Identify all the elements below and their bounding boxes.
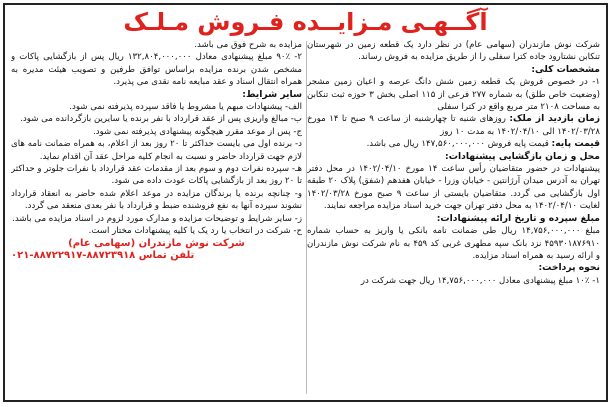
location-text: پیشنهادات در حضور متقاضیان رأس ساعت ۱۴ مورخ ۱۴۰۲/۰۴/۱۰ در محل دفتر تهران به آدرس میدان آرژانتین - خیابان وزرا - خیابان هفدهم (شفق) پلاک ۲۰ طبقه اول بازگشایی می گردد. متقاضیان بایستی از ساعت ۹ صبح مورخ ۱۴۰۲/۰۳/۲۸ لغایت ۱۴۰۲/۰۴/۱۰ به محل دفتر تهران جهت خرید اسناد مزایده مراجعه نمایند. [307, 164, 600, 212]
condition-item: ح- شرکت در انتخاب یا رد یک یا کلیه پیشنهادات مختار است. [88, 226, 302, 237]
base-price-heading: قیمت پایه: [551, 138, 600, 150]
other-conditions-heading: سایر شرایط: [242, 88, 302, 100]
deposit-heading: مبلغ سپرده و تاریخ ارائه پیشنهادات: [436, 212, 600, 224]
contact-phone: تلفن تماس ۸۸۷۲۳۹۱۸-۸۸۷۲۲۹۱۷-۰۲۱ [11, 249, 195, 261]
location-heading: محل و زمان بازگشایی پیشنهادات: [445, 150, 600, 162]
right-column [307, 39, 600, 396]
continued-text: مزایده به شرح فوق می باشد. [194, 40, 302, 50]
base-price-text: قیمت پایه فروش ۱۴۷,۵۶۰,۰۰۰,۰۰۰ ریال می باشد. [366, 139, 549, 150]
visit-text: روزهای شنبه تا چهارشنبه از ساعت ۹ صبح تا ۱۴ مورخ ۱۴۰۲/۰۳/۲۸ الی ۱۴۰۲/۰۴/۱۰ به مدت ۱۰ روز [307, 114, 600, 137]
condition-item: هـ- سپرده نفرات دوم و سوم بعد از مقدمات عقد قرارداد با نفرات جلوتر و حداکثر تا ۲۰ روز بعد از بازگشایی پاکات عودت داده می شود. [11, 164, 302, 187]
payment-heading: نحوه پرداخت: [538, 262, 600, 274]
notice-title: آگــهـی مـزایــده فـروش مـلـک [123, 8, 488, 36]
column-divider [306, 41, 307, 394]
condition-item: د- برنده اول می بایست حداکثر تا ۲۰ روز بعد از اعلام، به همراه ضمانت نامه های لازم جهت قرارداد حاضر و نسبت به انجام کلیه مراحل عقد آن اقدام نماید. [11, 139, 302, 162]
deposit-text: مبلغ ۱۴,۷۵۶,۰۰۰,۰۰۰ ریال طی ضمانت نامه بانکی یا واریز به حساب شماره ۴۵۹۳۰۱۸۷۶۹۱۰ نزد بانک سپه مطهری غربی کد ۴۵۹ به نام شرکت نوش مازندران و ارائه رسید به همراه اسناد مزایده. [307, 226, 600, 261]
left-column [11, 39, 302, 396]
visit-heading: زمان بازدید از ملک: [509, 113, 600, 125]
title-wrap [5, 7, 606, 37]
company-name: شرکت نوش مازندران (سهامی عام) [68, 237, 245, 249]
condition-item: ج- پس از موعد مقرر هیچگونه پیشنهادی پذیرفته نمی شود. [93, 126, 302, 137]
condition-item: ب- مبالغ واریزی پس از عقد قرارداد با نفر برنده یا سایرین بازگردانده می شود. [20, 114, 302, 125]
condition-item: الف- پیشنهادات مبهم یا مشروط یا فاقد سپرده پذیرفته نمی شود. [69, 102, 302, 113]
intro-text: شرکت نوش مازندران (سهامی عام) در نظر دارد یک قطعه زمین در شهرستان تنکابن نشتارود جاده کترا سفلی را از طریق مزایده به فروش رساند. [307, 40, 600, 63]
condition-item: و- چنانچه برنده یا برندگان مزایده در موعد اعلام شده حاضر به انعقاد قرارداد نشوند سپرده آنها به نفع فروشنده ضبط و قرارداد با نفر بعدی منعقد می گردد. [11, 188, 302, 212]
payment-text-2: ۲- ۹۰٪ مبلغ پیشنهادی معادل ۱۳۲,۸۰۴,۰۰۰,۰۰۰ ریال پس از بازگشایی پاکات و مشخص شدن برنده مزایده براساس توافق طرفین و تصویب هیئت مدیره به همراه انتقال اسناد و عقد مبایعه نامه نقدی می پذیرد. [11, 52, 302, 88]
condition-item: ز- سایر شرایط و توضیحات مزایده و مدارک مورد لزوم در اسناد مزایده می باشد. [12, 213, 302, 224]
specs-heading: مشخصات کلی: [531, 63, 600, 75]
payment-text-1: ۱- ۱۰٪ مبلغ پیشنهادی معادل ۱۴,۷۵۶,۰۰۰,۰۰۰ ریال جهت شرکت در [360, 275, 600, 286]
specs-text: ۱- در خصوص فروش یک قطعه زمین شش دانگ عرصه و اعیان زمین مشجر (وضعیت خاص طلق) به شماره ۲۷۷ فرعی از ۱۱۵ اصلی بخش ۳ حوزه ثبت تنکابن به مساحت ۲۱۰۸ متر مربع واقع در کترا سفلی [307, 77, 600, 113]
auction-notice [3, 3, 608, 402]
